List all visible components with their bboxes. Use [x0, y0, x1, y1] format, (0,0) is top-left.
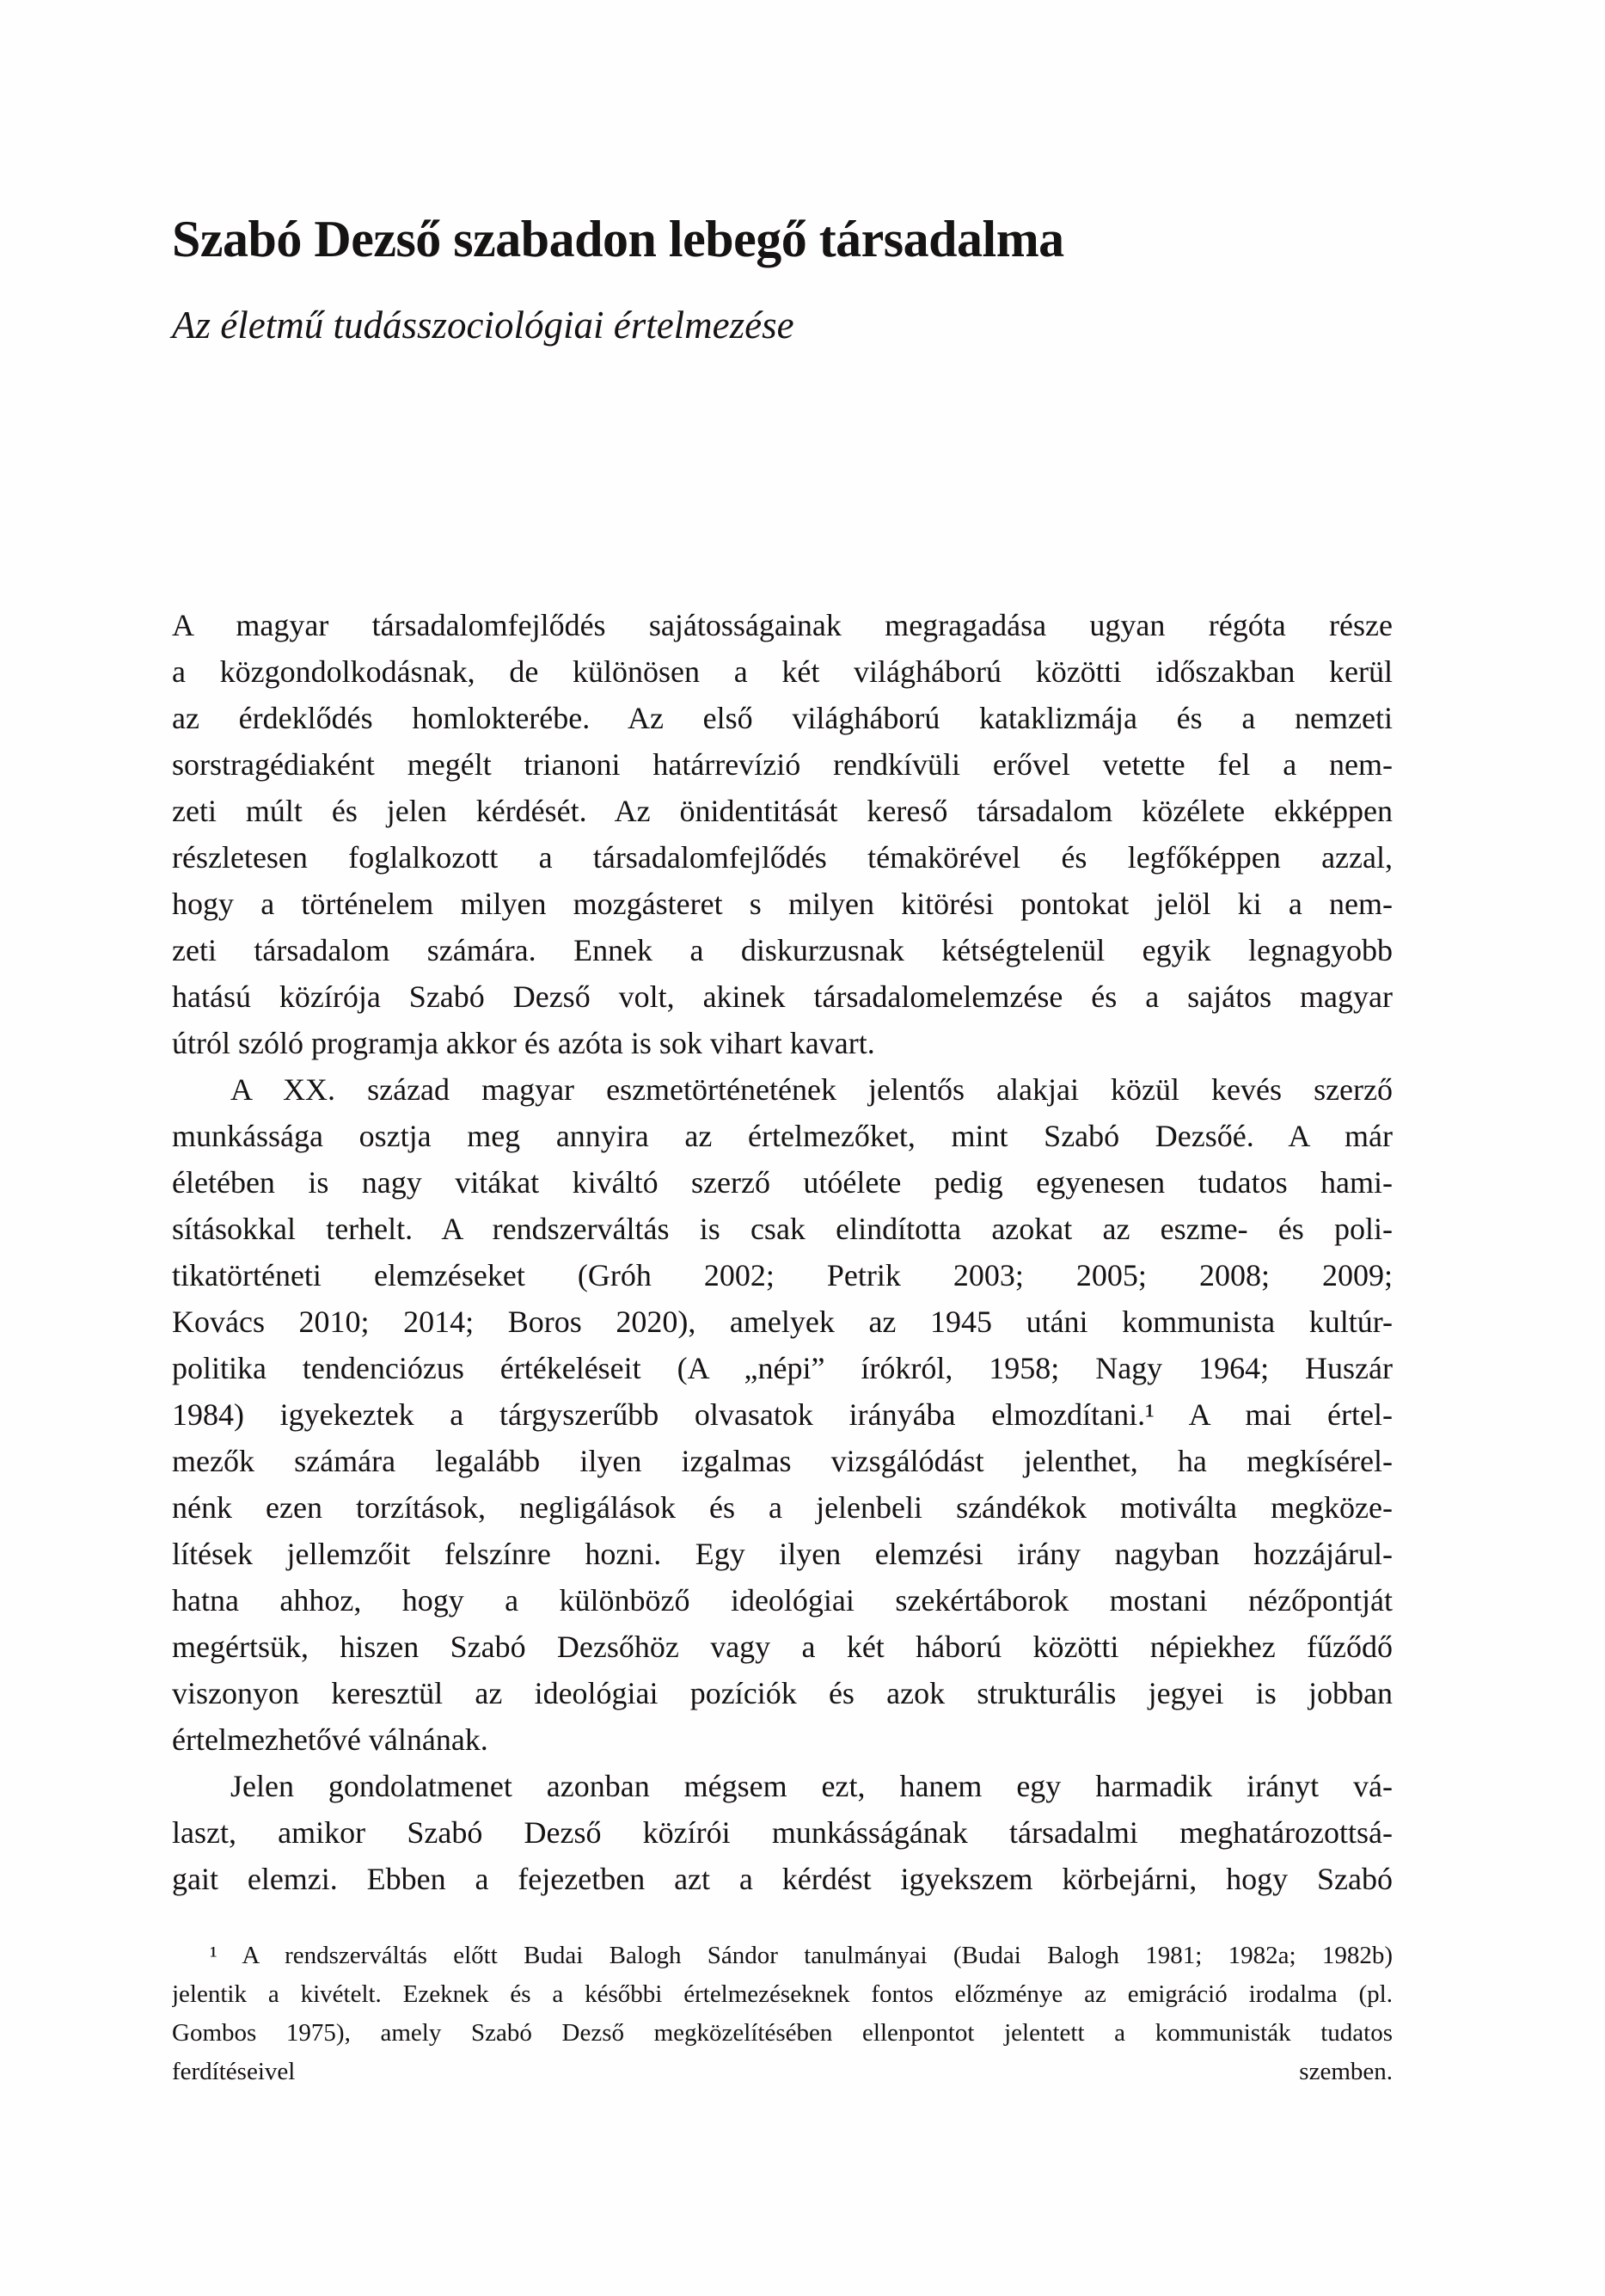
body-line: gait elemzi. Ebben a fejezetben azt a kérdést igyekszem körbejárni, hogy Szabó: [172, 1862, 1393, 1896]
body-line: értelmezhetővé válnának.: [172, 1722, 488, 1757]
body-line: hatású közírója Szabó Dezső volt, akinek társadalomelemzése és a sajátos magyar: [172, 979, 1393, 1014]
footnote-line: ¹ A rendszerváltás előtt Budai Balogh Sándor tanulmányai (Budai Balogh 1981; 1982a; 1982b): [210, 1942, 1393, 1969]
body-line: politika tendenciózus értékeléseit (A „népi” írókról, 1958; Nagy 1964; Huszár: [172, 1351, 1393, 1385]
body-line: a közgondolkodásnak, de különösen a két világháború közötti időszakban kerül: [172, 654, 1393, 689]
body-line: útról szóló programja akkor és azóta is sok vihart kavart.: [172, 1026, 875, 1060]
body-line: hatna ahhoz, hogy a különböző ideológiai szekértáborok mostani nézőpontját: [172, 1583, 1393, 1618]
footnote-line: ferdítéseivel szemben.: [172, 2058, 1393, 2085]
body-line: az érdeklődés homlokterébe. Az első világháború kataklizmája és a nemzeti: [172, 701, 1393, 735]
body-text: [172, 602, 1393, 1902]
body-line: életében is nagy vitákat kiváltó szerző utóélete pedig egyenesen tudatos hami-: [172, 1165, 1393, 1200]
body-line: 1984) igyekeztek a tárgyszerűbb olvasatok irányába elmozdítani.¹ A mai értel-: [172, 1397, 1393, 1432]
body-line: Jelen gondolatmenet azonban mégsem ezt, hanem egy harmadik irányt vá-: [230, 1769, 1393, 1803]
body-line: lítések jellemzőit felszínre hozni. Egy ilyen elemzési irány nagyban hozzájárul-: [172, 1537, 1393, 1571]
body-line: hogy a történelem milyen mozgásteret s milyen kitörési pontokat jelöl ki a nem-: [172, 887, 1393, 921]
body-line: megértsük, hiszen Szabó Dezsőhöz vagy a két háború közötti népiekhez fűződő: [172, 1630, 1393, 1664]
footnote-line: Gombos 1975), amely Szabó Dezső megközelítésében ellenpontot jelentett a kommunisták tudatos: [172, 2019, 1393, 2047]
body-line: mezők számára legalább ilyen izgalmas vizsgálódást jelenthet, ha megkísérel-: [172, 1444, 1393, 1478]
body-line: Kovács 2010; 2014; Boros 2020), amelyek az 1945 utáni kommunista kultúr-: [172, 1305, 1393, 1339]
body-line: A magyar társadalomfejlődés sajátosságainak megragadása ugyan régóta része: [172, 608, 1393, 642]
body-line: sításokkal terhelt. A rendszerváltás is csak elindította azokat az eszme- és poli-: [172, 1212, 1393, 1246]
body-line: viszonyon keresztül az ideológiai pozíciók és azok strukturális jegyei is jobban: [172, 1676, 1393, 1710]
body-line: sorstragédiaként megélt trianoni határrevízió rendkívüli erővel vetette fel a nem-: [172, 747, 1393, 782]
body-line: A XX. század magyar eszmetörténetének jelentős alakjai közül kevés szerző: [230, 1072, 1393, 1107]
body-line: munkássága osztja meg annyira az értelmezőket, mint Szabó Dezsőé. A már: [172, 1119, 1393, 1153]
body-line: tikatörténeti elemzéseket (Gróh 2002; Petrik 2003; 2005; 2008; 2009;: [172, 1258, 1393, 1292]
body-line: nénk ezen torzítások, negligálások és a jelenbeli szándékok motiválta megköze-: [172, 1490, 1393, 1525]
body-line: zeti múlt és jelen kérdését. Az önidentitását kereső társadalom közélete ekképpen: [172, 794, 1393, 828]
page-subtitle: Az életmű tudásszociológiai értelmezése: [172, 304, 794, 347]
footnote-line: jelentik a kivételt. Ezeknek és a későbbi értelmezéseknek fontos előzménye az emigráció irodalma (pl.: [172, 1980, 1393, 2008]
footnote: [172, 1937, 1393, 2091]
body-line: laszt, amikor Szabó Dezső közírói munkásságának társadalmi meghatározottsá-: [172, 1815, 1393, 1850]
body-line: zeti társadalom számára. Ennek a diskurzusnak kétségtelenül egyik legnagyobb: [172, 933, 1393, 967]
page-title: Szabó Dezső szabadon lebegő társadalma: [172, 211, 1064, 267]
body-line: részletesen foglalkozott a társadalomfejlődés témakörével és legfőképpen azzal,: [172, 840, 1393, 875]
